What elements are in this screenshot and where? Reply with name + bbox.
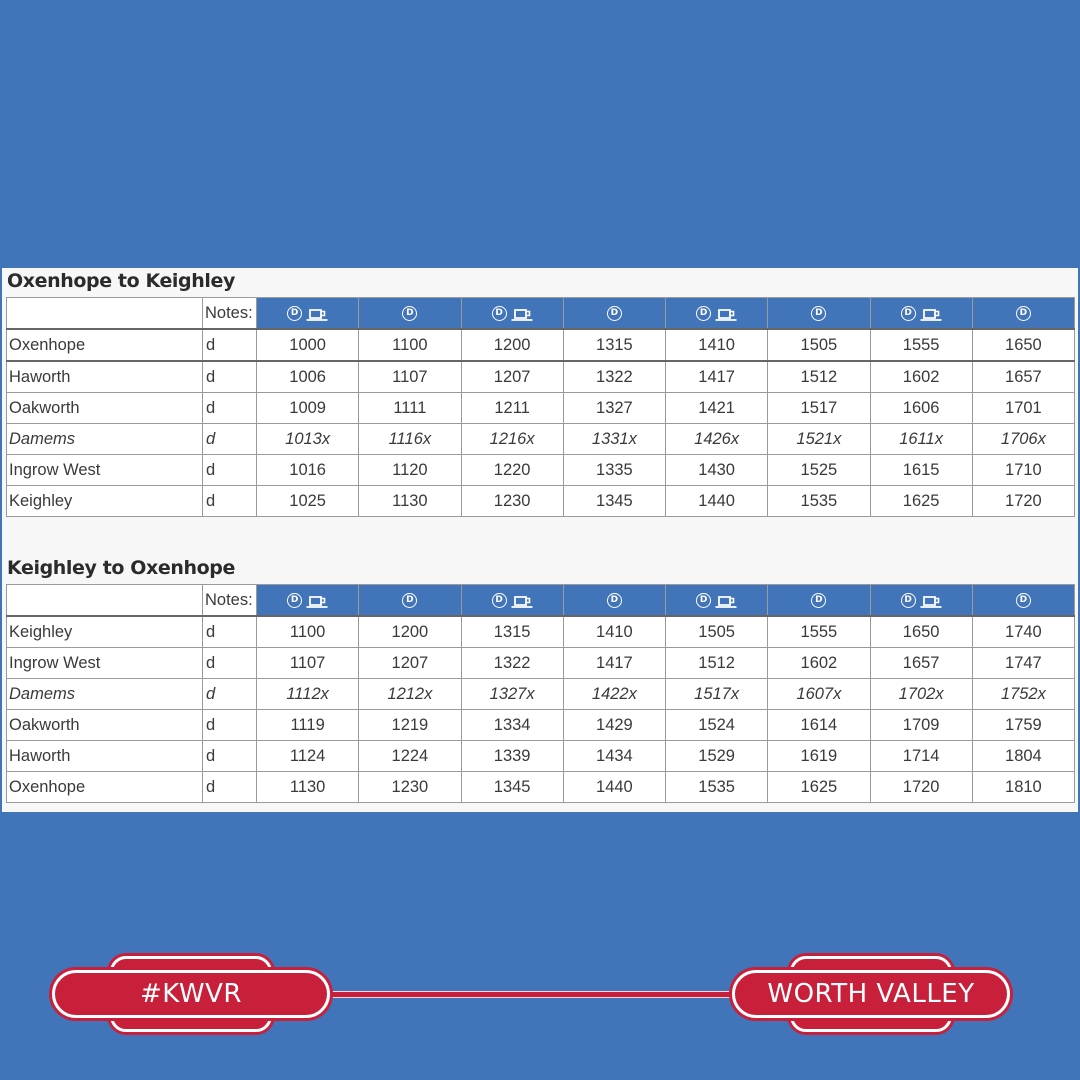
section-title-inbound: Keighley to Oxenhope <box>7 557 235 579</box>
diesel-icon: D <box>402 593 417 608</box>
departure-time: 1440 <box>563 772 665 803</box>
departure-time: 1334 <box>461 710 563 741</box>
departure-time: 1339 <box>461 741 563 772</box>
diesel-icon: D <box>901 306 916 321</box>
departure-time: 1410 <box>563 616 665 648</box>
diesel-icon: D <box>1016 593 1031 608</box>
table-row <box>7 741 1075 772</box>
departure-time: 1230 <box>359 772 461 803</box>
hashtag-label: #KWVR <box>52 970 330 1018</box>
departure-time: 1535 <box>666 772 768 803</box>
departure-time: 1440 <box>666 486 768 517</box>
note-cell: d <box>203 616 257 648</box>
departure-time: 1720 <box>870 772 972 803</box>
train-header <box>768 585 870 617</box>
departure-time: 1650 <box>972 329 1074 361</box>
note-cell: d <box>203 455 257 486</box>
departure-time: 1611x <box>870 424 972 455</box>
train-header <box>257 585 359 617</box>
departure-time: 1517x <box>666 679 768 710</box>
departure-time: 1702x <box>870 679 972 710</box>
departure-time: 1525 <box>768 455 870 486</box>
departure-time: 1107 <box>359 361 461 393</box>
departure-time: 1524 <box>666 710 768 741</box>
departure-time: 1615 <box>870 455 972 486</box>
departure-time: 1614 <box>768 710 870 741</box>
departure-time: 1429 <box>563 710 665 741</box>
departure-time: 1759 <box>972 710 1074 741</box>
train-header <box>870 585 972 617</box>
diesel-icon: D <box>607 306 622 321</box>
diesel-icon: D <box>492 593 507 608</box>
train-header <box>972 585 1074 617</box>
departure-time: 1706x <box>972 424 1074 455</box>
departure-time: 1200 <box>359 616 461 648</box>
departure-time: 1434 <box>563 741 665 772</box>
buffet-cup-icon <box>306 594 328 606</box>
brand-label: WORTH VALLEY <box>732 970 1010 1018</box>
train-header <box>666 585 768 617</box>
departure-time: 1219 <box>359 710 461 741</box>
departure-time: 1555 <box>768 616 870 648</box>
departure-time: 1322 <box>461 648 563 679</box>
station-name: Haworth <box>7 361 203 393</box>
departure-time: 1804 <box>972 741 1074 772</box>
departure-time: 1130 <box>257 772 359 803</box>
departure-time: 1650 <box>870 616 972 648</box>
station-name: Ingrow West <box>7 648 203 679</box>
buffet-cup-icon <box>715 594 737 606</box>
train-header <box>768 298 870 330</box>
departure-time: 1212x <box>359 679 461 710</box>
departure-time: 1009 <box>257 393 359 424</box>
departure-time: 1535 <box>768 486 870 517</box>
diesel-icon: D <box>402 306 417 321</box>
station-name: Damems <box>7 679 203 710</box>
notes-header: Notes: <box>203 585 257 617</box>
note-cell: d <box>203 361 257 393</box>
note-cell: d <box>203 710 257 741</box>
departure-time: 1410 <box>666 329 768 361</box>
departure-time: 1120 <box>359 455 461 486</box>
departure-time: 1224 <box>359 741 461 772</box>
departure-time: 1625 <box>870 486 972 517</box>
note-cell: d <box>203 424 257 455</box>
station-name: Ingrow West <box>7 455 203 486</box>
departure-time: 1315 <box>563 329 665 361</box>
departure-time: 1327x <box>461 679 563 710</box>
timetable-inbound <box>6 584 1075 803</box>
departure-time: 1107 <box>257 648 359 679</box>
station-name: Haworth <box>7 741 203 772</box>
diesel-icon: D <box>1016 306 1031 321</box>
departure-time: 1740 <box>972 616 1074 648</box>
departure-time: 1111 <box>359 393 461 424</box>
note-cell: d <box>203 329 257 361</box>
note-cell: d <box>203 486 257 517</box>
table-row <box>7 616 1075 648</box>
note-cell: d <box>203 393 257 424</box>
train-header <box>870 298 972 330</box>
table-row <box>7 455 1075 486</box>
diesel-icon: D <box>696 306 711 321</box>
diesel-icon: D <box>901 593 916 608</box>
departure-time: 1720 <box>972 486 1074 517</box>
table-row <box>7 393 1075 424</box>
departure-time: 1327 <box>563 393 665 424</box>
departure-time: 1602 <box>768 648 870 679</box>
diesel-icon: D <box>287 593 302 608</box>
diesel-icon: D <box>492 306 507 321</box>
departure-time: 1345 <box>563 486 665 517</box>
station-name: Oakworth <box>7 393 203 424</box>
train-header <box>359 585 461 617</box>
train-header <box>563 298 665 330</box>
station-name: Keighley <box>7 486 203 517</box>
buffet-cup-icon <box>306 307 328 319</box>
departure-time: 1116x <box>359 424 461 455</box>
departure-time: 1606 <box>870 393 972 424</box>
departure-time: 1810 <box>972 772 1074 803</box>
departure-time: 1602 <box>870 361 972 393</box>
buffet-cup-icon <box>715 307 737 319</box>
train-header <box>972 298 1074 330</box>
departure-time: 1315 <box>461 616 563 648</box>
departure-time: 1207 <box>461 361 563 393</box>
departure-time: 1211 <box>461 393 563 424</box>
station-name: Damems <box>7 424 203 455</box>
diesel-icon: D <box>811 593 826 608</box>
diesel-icon: D <box>696 593 711 608</box>
buffet-cup-icon <box>920 307 942 319</box>
station-name: Oxenhope <box>7 329 203 361</box>
departure-time: 1230 <box>461 486 563 517</box>
table-row <box>7 361 1075 393</box>
departure-time: 1512 <box>666 648 768 679</box>
departure-time: 1124 <box>257 741 359 772</box>
departure-time: 1112x <box>257 679 359 710</box>
departure-time: 1417 <box>563 648 665 679</box>
departure-time: 1517 <box>768 393 870 424</box>
departure-time: 1322 <box>563 361 665 393</box>
train-header <box>461 298 563 330</box>
diesel-icon: D <box>287 306 302 321</box>
departure-time: 1701 <box>972 393 1074 424</box>
diesel-icon: D <box>811 306 826 321</box>
departure-time: 1521x <box>768 424 870 455</box>
train-header <box>359 298 461 330</box>
departure-time: 1505 <box>768 329 870 361</box>
totem-connector-strip <box>300 991 780 998</box>
departure-time: 1709 <box>870 710 972 741</box>
note-cell: d <box>203 648 257 679</box>
table-row <box>7 772 1075 803</box>
buffet-cup-icon <box>511 594 533 606</box>
header-blank-cell <box>7 585 203 617</box>
table-row <box>7 648 1075 679</box>
departure-time: 1747 <box>972 648 1074 679</box>
header-row <box>7 585 1075 617</box>
note-cell: d <box>203 679 257 710</box>
departure-time: 1100 <box>257 616 359 648</box>
departure-time: 1331x <box>563 424 665 455</box>
departure-time: 1417 <box>666 361 768 393</box>
station-name: Oxenhope <box>7 772 203 803</box>
table-row <box>7 679 1075 710</box>
buffet-cup-icon <box>511 307 533 319</box>
departure-time: 1220 <box>461 455 563 486</box>
departure-time: 1505 <box>666 616 768 648</box>
train-header <box>666 298 768 330</box>
timetable-outbound <box>6 297 1075 517</box>
departure-time: 1216x <box>461 424 563 455</box>
station-name: Oakworth <box>7 710 203 741</box>
train-header <box>461 585 563 617</box>
departure-time: 1607x <box>768 679 870 710</box>
departure-time: 1619 <box>768 741 870 772</box>
departure-time: 1555 <box>870 329 972 361</box>
departure-time: 1013x <box>257 424 359 455</box>
note-cell: d <box>203 772 257 803</box>
departure-time: 1426x <box>666 424 768 455</box>
header-blank-cell <box>7 298 203 330</box>
train-header <box>257 298 359 330</box>
departure-time: 1752x <box>972 679 1074 710</box>
departure-time: 1335 <box>563 455 665 486</box>
table-row <box>7 486 1075 517</box>
departure-time: 1625 <box>768 772 870 803</box>
section-title-outbound: Oxenhope to Keighley <box>7 270 235 292</box>
departure-time: 1016 <box>257 455 359 486</box>
departure-time: 1025 <box>257 486 359 517</box>
departure-time: 1529 <box>666 741 768 772</box>
departure-time: 1006 <box>257 361 359 393</box>
header-row <box>7 298 1075 330</box>
departure-time: 1421 <box>666 393 768 424</box>
departure-time: 1119 <box>257 710 359 741</box>
departure-time: 1200 <box>461 329 563 361</box>
notes-header: Notes: <box>203 298 257 330</box>
table-row <box>7 424 1075 455</box>
departure-time: 1422x <box>563 679 665 710</box>
departure-time: 1345 <box>461 772 563 803</box>
note-cell: d <box>203 741 257 772</box>
table-row <box>7 329 1075 361</box>
train-header <box>563 585 665 617</box>
departure-time: 1714 <box>870 741 972 772</box>
departure-time: 1657 <box>870 648 972 679</box>
departure-time: 1710 <box>972 455 1074 486</box>
departure-time: 1130 <box>359 486 461 517</box>
diesel-icon: D <box>607 593 622 608</box>
timetable-panel <box>2 268 1078 812</box>
departure-time: 1657 <box>972 361 1074 393</box>
departure-time: 1000 <box>257 329 359 361</box>
buffet-cup-icon <box>920 594 942 606</box>
departure-time: 1512 <box>768 361 870 393</box>
departure-time: 1100 <box>359 329 461 361</box>
station-name: Keighley <box>7 616 203 648</box>
departure-time: 1430 <box>666 455 768 486</box>
table-row <box>7 710 1075 741</box>
departure-time: 1207 <box>359 648 461 679</box>
